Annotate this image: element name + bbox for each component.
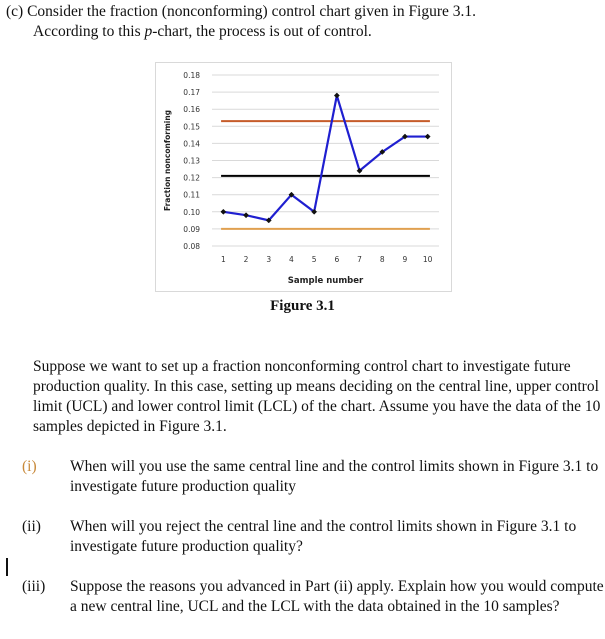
- x-tick-label: 4: [289, 255, 294, 264]
- paragraph: Suppose we want to set up a fraction nonconforming control chart to investigate future production quality. In this case, setting up means deciding on the central line, upper control limit (UCL) and lower control limit (LCL) of the chart. Assume you have the data of the 10 samples depicted in Figure 3.1.: [33, 358, 601, 435]
- y-tick-label: 0.12: [183, 173, 200, 183]
- data-point: [334, 93, 339, 98]
- x-tick-label: 9: [402, 255, 408, 264]
- item-text: Suppose the reasons you advanced in Part (ii) apply. Explain how you would compute a new central line, UCL and the LCL with the data obtained in the 10 samples?: [70, 578, 604, 615]
- p-chart: [155, 62, 452, 292]
- data-point: [425, 134, 430, 139]
- x-tick-label: 6: [334, 255, 340, 264]
- chart-canvas: [156, 63, 451, 291]
- y-tick-label: 0.15: [183, 122, 200, 132]
- data-point: [243, 213, 248, 218]
- x-tick-label: 3: [266, 255, 272, 264]
- y-tick-label: 0.10: [183, 207, 200, 217]
- item-number: (i): [22, 458, 37, 475]
- question-label: (c): [6, 3, 24, 20]
- x-axis-title: Sample number: [287, 276, 364, 286]
- x-tick-label: 5: [311, 255, 317, 264]
- y-tick-label: 0.16: [183, 105, 200, 115]
- x-tick-label: 8: [379, 255, 385, 264]
- y-tick-label: 0.11: [183, 190, 200, 200]
- item-number: (ii): [22, 518, 41, 535]
- series-line: [223, 96, 427, 221]
- question-header: [6, 2, 476, 42]
- y-tick-label: 0.13: [183, 156, 200, 166]
- text-cursor: [6, 558, 8, 576]
- data-point: [221, 209, 226, 214]
- y-tick-label: 0.08: [183, 242, 200, 251]
- y-tick-label: 0.18: [183, 71, 200, 80]
- x-tick-label: 7: [357, 255, 362, 264]
- x-tick-label: 10: [422, 255, 433, 264]
- x-tick-label: 2: [243, 255, 249, 264]
- item-text: When will you reject the central line and the control limits shown in Figure 3.1 to investigate future production quality?: [70, 518, 577, 555]
- y-axis-title: Fraction nonconforming: [163, 109, 172, 212]
- figure-caption: Figure 3.1: [270, 298, 335, 314]
- question-line-1: Consider the fraction (nonconforming) control chart given in Figure 3.1.: [27, 3, 477, 20]
- x-tick-label: 1: [220, 255, 226, 264]
- y-tick-label: 0.17: [183, 88, 200, 98]
- question-line-2: According to this p-chart, the process is out of control.: [33, 23, 372, 40]
- y-tick-label: 0.09: [183, 224, 200, 234]
- y-tick-label: 0.14: [183, 139, 200, 149]
- item-number: (iii): [22, 578, 46, 595]
- item-text: When will you use the same central line and the control limits shown in Figure 3.1 to investigate future production quality: [70, 458, 599, 495]
